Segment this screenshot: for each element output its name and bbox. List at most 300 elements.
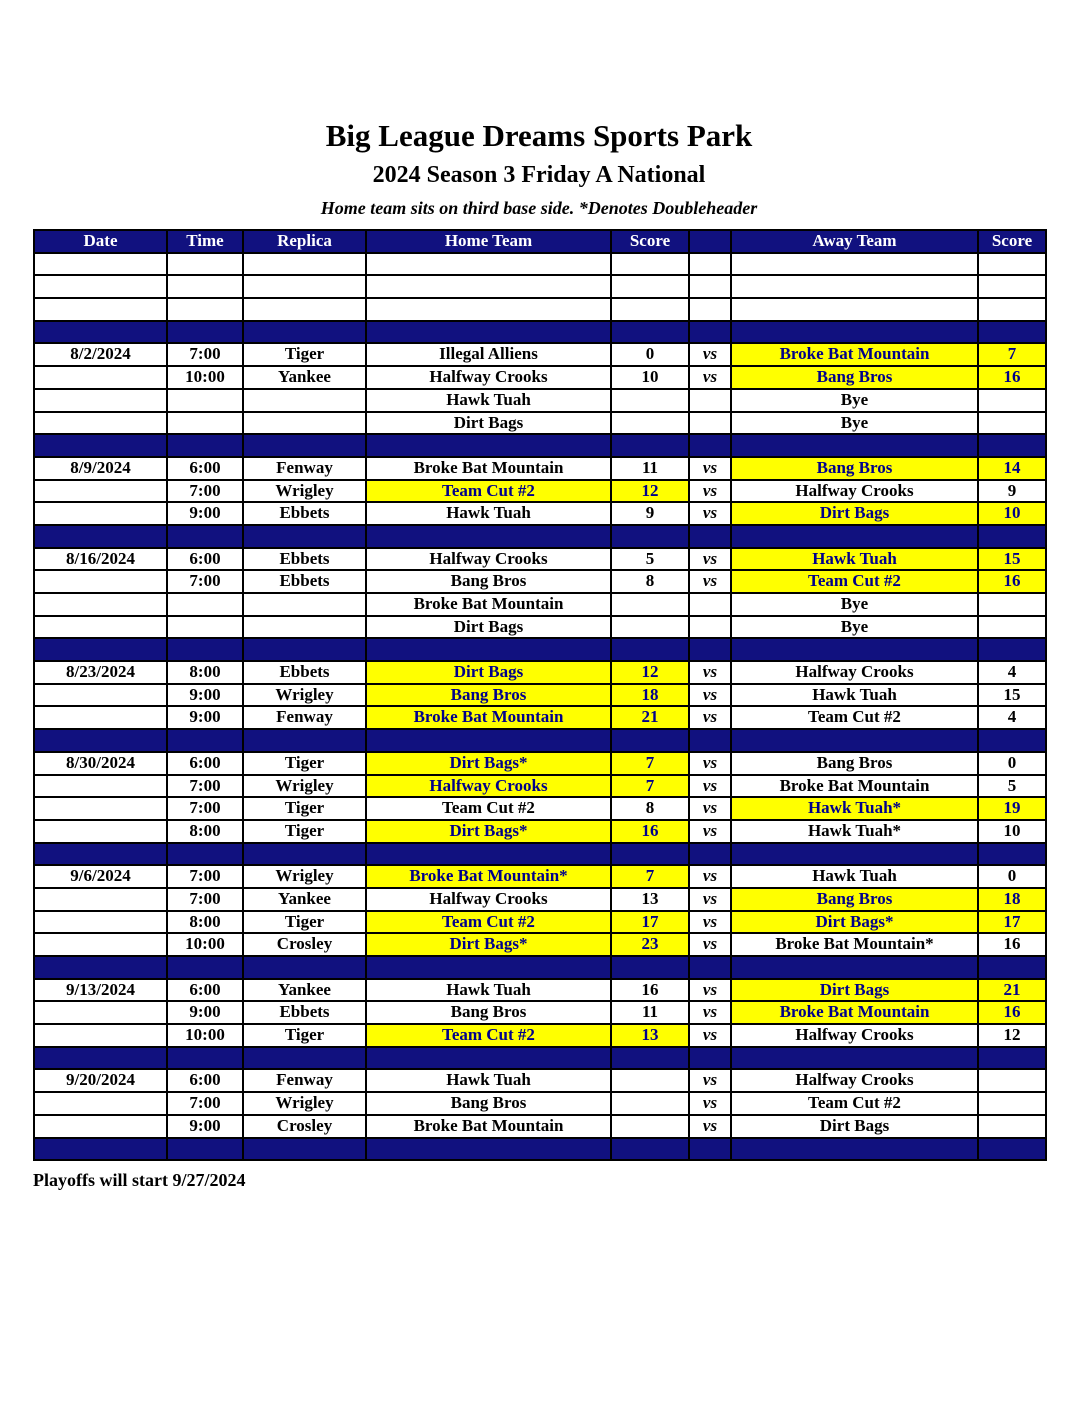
vs-cell [689,253,731,276]
home-team-cell: Team Cut #2 [366,911,611,934]
away-score-cell: 19 [978,797,1046,820]
time-cell: 10:00 [167,933,243,956]
away-score-cell [978,412,1046,435]
home-team-cell: Halfway Crooks [366,548,611,571]
separator-cell [167,843,243,866]
vs-cell: vs [689,979,731,1002]
separator-cell [978,434,1046,457]
separator-cell [731,434,978,457]
vs-cell [689,275,731,298]
separator-cell [167,321,243,344]
replica-cell [243,298,366,321]
column-header-home-score: Score [611,230,689,253]
away-score-cell [978,275,1046,298]
separator-cell [978,321,1046,344]
away-team-cell [731,275,978,298]
away-team-cell: Bye [731,412,978,435]
game-row [34,1115,1046,1138]
date-cell [34,275,167,298]
date-cell: 9/13/2024 [34,979,167,1002]
replica-cell: Ebbets [243,548,366,571]
separator-cell [167,956,243,979]
vs-cell [689,593,731,616]
separator-cell [978,638,1046,661]
home-score-cell: 8 [611,570,689,593]
away-team-cell: Dirt Bags* [731,911,978,934]
empty-row [34,253,1046,276]
separator-cell [366,729,611,752]
away-score-cell: 15 [978,684,1046,707]
separator-cell [978,729,1046,752]
away-team-cell: Dirt Bags [731,979,978,1002]
separator-cell [34,1047,167,1070]
home-score-cell: 16 [611,979,689,1002]
home-team-cell: Broke Bat Mountain* [366,865,611,888]
time-cell: 7:00 [167,480,243,503]
home-score-cell: 18 [611,684,689,707]
vs-cell [689,298,731,321]
game-row [34,457,1046,480]
separator-cell [366,638,611,661]
away-team-cell: Hawk Tuah* [731,797,978,820]
date-cell [34,1001,167,1024]
home-score-cell: 13 [611,1024,689,1047]
away-team-cell: Broke Bat Mountain [731,343,978,366]
away-score-cell: 17 [978,911,1046,934]
separator-cell [731,321,978,344]
replica-cell: Wrigley [243,480,366,503]
home-score-cell [611,1092,689,1115]
away-team-cell: Dirt Bags [731,1115,978,1138]
vs-cell: vs [689,502,731,525]
separator-cell [167,1047,243,1070]
date-cell [34,366,167,389]
away-team-cell: Hawk Tuah* [731,820,978,843]
date-cell [34,593,167,616]
column-header-vs [689,230,731,253]
separator-cell [611,843,689,866]
separator-cell [243,956,366,979]
date-cell [34,1115,167,1138]
home-score-cell: 13 [611,888,689,911]
separator-row [34,956,1046,979]
away-score-cell: 16 [978,366,1046,389]
separator-cell [978,525,1046,548]
separator-cell [243,434,366,457]
date-cell [34,480,167,503]
separator-cell [689,729,731,752]
date-cell [34,797,167,820]
replica-cell: Tiger [243,1024,366,1047]
empty-row [34,298,1046,321]
home-score-cell: 11 [611,1001,689,1024]
time-cell: 9:00 [167,1001,243,1024]
separator-cell [366,434,611,457]
time-cell: 7:00 [167,570,243,593]
date-cell: 8/9/2024 [34,457,167,480]
home-score-cell [611,275,689,298]
away-score-cell [978,298,1046,321]
away-score-cell: 5 [978,775,1046,798]
separator-cell [611,729,689,752]
time-cell: 6:00 [167,548,243,571]
home-team-cell: Illegal Alliens [366,343,611,366]
home-score-cell: 10 [611,366,689,389]
game-row [34,888,1046,911]
home-team-cell: Bang Bros [366,1001,611,1024]
replica-cell [243,253,366,276]
game-row [34,820,1046,843]
separator-cell [167,1138,243,1161]
home-score-cell [611,412,689,435]
home-score-cell [611,1115,689,1138]
separator-row [34,1047,1046,1070]
away-score-cell [978,616,1046,639]
away-score-cell: 16 [978,933,1046,956]
vs-cell: vs [689,888,731,911]
home-team-cell: Bang Bros [366,570,611,593]
away-score-cell: 0 [978,752,1046,775]
page-title: Big League Dreams Sports Park [325,118,753,153]
separator-cell [167,638,243,661]
date-cell: 8/2/2024 [34,343,167,366]
home-team-cell: Team Cut #2 [366,797,611,820]
away-team-cell: Halfway Crooks [731,1024,978,1047]
vs-cell: vs [689,706,731,729]
separator-cell [34,956,167,979]
home-team-cell: Hawk Tuah [366,389,611,412]
vs-cell: vs [689,752,731,775]
date-cell [34,911,167,934]
replica-cell: Fenway [243,706,366,729]
separator-cell [611,1047,689,1070]
away-team-cell: Bye [731,593,978,616]
away-team-cell: Bang Bros [731,457,978,480]
separator-cell [611,525,689,548]
separator-cell [611,321,689,344]
separator-cell [978,1047,1046,1070]
date-cell [34,888,167,911]
vs-cell: vs [689,661,731,684]
time-cell: 7:00 [167,797,243,820]
home-score-cell: 11 [611,457,689,480]
away-score-cell: 14 [978,457,1046,480]
schedule-body [34,253,1046,1161]
away-score-cell: 16 [978,1001,1046,1024]
time-cell: 9:00 [167,502,243,525]
vs-cell: vs [689,1024,731,1047]
column-header-time: Time [167,230,243,253]
home-team-cell: Team Cut #2 [366,480,611,503]
time-cell: 8:00 [167,911,243,934]
home-score-cell [611,616,689,639]
away-team-cell: Hawk Tuah [731,865,978,888]
time-cell: 9:00 [167,1115,243,1138]
away-team-cell: Bye [731,389,978,412]
date-cell [34,616,167,639]
away-score-cell: 15 [978,548,1046,571]
away-team-cell: Team Cut #2 [731,570,978,593]
away-team-cell: Halfway Crooks [731,661,978,684]
separator-cell [689,525,731,548]
replica-cell: Tiger [243,911,366,934]
date-cell [34,412,167,435]
date-cell: 9/20/2024 [34,1069,167,1092]
column-header-replica: Replica [243,230,366,253]
away-team-cell: Bang Bros [731,366,978,389]
separator-cell [731,1138,978,1161]
home-score-cell: 0 [611,343,689,366]
vs-cell: vs [689,820,731,843]
away-team-cell: Dirt Bags [731,502,978,525]
time-cell: 8:00 [167,661,243,684]
time-cell: 10:00 [167,366,243,389]
home-team-cell: Dirt Bags [366,616,611,639]
away-score-cell [978,389,1046,412]
home-score-cell [611,593,689,616]
time-cell [167,412,243,435]
replica-cell: Wrigley [243,1092,366,1115]
replica-cell: Ebbets [243,570,366,593]
date-cell [34,706,167,729]
home-score-cell: 7 [611,752,689,775]
separator-cell [34,525,167,548]
replica-cell: Tiger [243,820,366,843]
header-row [34,230,1046,253]
replica-cell: Yankee [243,366,366,389]
away-team-cell: Bang Bros [731,888,978,911]
vs-cell: vs [689,684,731,707]
vs-cell: vs [689,457,731,480]
replica-cell [243,593,366,616]
time-cell [167,593,243,616]
separator-cell [34,729,167,752]
separator-cell [366,1047,611,1070]
date-cell [34,820,167,843]
separator-cell [731,525,978,548]
replica-cell: Crosley [243,933,366,956]
date-cell [34,1024,167,1047]
vs-cell: vs [689,933,731,956]
vs-cell: vs [689,1115,731,1138]
separator-row [34,843,1046,866]
time-cell [167,298,243,321]
game-row [34,593,1046,616]
game-row [34,389,1046,412]
replica-cell: Yankee [243,888,366,911]
separator-cell [611,434,689,457]
time-cell [167,616,243,639]
away-team-cell: Broke Bat Mountain [731,1001,978,1024]
home-team-cell: Dirt Bags* [366,820,611,843]
home-score-cell: 9 [611,502,689,525]
title-block [33,118,1045,219]
home-team-cell: Dirt Bags* [366,933,611,956]
home-score-cell: 12 [611,661,689,684]
home-score-cell [611,298,689,321]
separator-cell [366,321,611,344]
time-cell: 8:00 [167,820,243,843]
separator-cell [366,843,611,866]
separator-cell [689,321,731,344]
game-row [34,1001,1046,1024]
time-cell: 6:00 [167,752,243,775]
separator-row [34,1138,1046,1161]
separator-cell [243,525,366,548]
replica-cell: Wrigley [243,865,366,888]
date-cell [34,570,167,593]
date-cell [34,933,167,956]
away-team-cell: Team Cut #2 [731,1092,978,1115]
vs-cell: vs [689,911,731,934]
time-cell: 6:00 [167,979,243,1002]
date-cell: 9/6/2024 [34,865,167,888]
vs-cell: vs [689,1001,731,1024]
away-team-cell [731,298,978,321]
replica-cell: Fenway [243,1069,366,1092]
away-score-cell: 16 [978,570,1046,593]
home-score-cell: 12 [611,480,689,503]
date-cell [34,1092,167,1115]
home-score-cell: 17 [611,911,689,934]
separator-cell [366,1138,611,1161]
separator-cell [167,729,243,752]
separator-cell [978,1138,1046,1161]
away-score-cell: 4 [978,706,1046,729]
separator-cell [689,843,731,866]
replica-cell: Tiger [243,752,366,775]
game-row [34,548,1046,571]
home-team-cell [366,275,611,298]
vs-cell: vs [689,1092,731,1115]
replica-cell: Fenway [243,457,366,480]
home-team-cell [366,253,611,276]
separator-cell [243,638,366,661]
away-score-cell: 21 [978,979,1046,1002]
separator-cell [243,321,366,344]
separator-cell [689,638,731,661]
time-cell: 9:00 [167,706,243,729]
separator-cell [611,638,689,661]
game-row [34,706,1046,729]
date-cell: 8/30/2024 [34,752,167,775]
date-cell [34,502,167,525]
game-row [34,1024,1046,1047]
away-score-cell: 10 [978,820,1046,843]
schedule-table [33,229,1047,1161]
separator-row [34,525,1046,548]
away-team-cell [731,253,978,276]
separator-cell [243,1138,366,1161]
vs-cell [689,389,731,412]
home-score-cell: 7 [611,865,689,888]
separator-cell [689,1138,731,1161]
separator-cell [366,525,611,548]
season-subtitle: 2024 Season 3 Friday A National [372,162,706,188]
separator-cell [34,843,167,866]
separator-cell [731,729,978,752]
separator-cell [731,956,978,979]
away-team-cell: Bye [731,616,978,639]
home-team-cell: Dirt Bags* [366,752,611,775]
away-team-cell: Halfway Crooks [731,480,978,503]
column-header-date: Date [34,230,167,253]
replica-cell: Wrigley [243,684,366,707]
game-row [34,1069,1046,1092]
replica-cell: Ebbets [243,502,366,525]
home-team-cell: Hawk Tuah [366,502,611,525]
away-team-cell: Broke Bat Mountain* [731,933,978,956]
home-team-cell: Hawk Tuah [366,979,611,1002]
separator-cell [611,1138,689,1161]
separator-cell [978,956,1046,979]
separator-row [34,638,1046,661]
date-cell: 8/16/2024 [34,548,167,571]
replica-cell: Ebbets [243,1001,366,1024]
time-cell: 6:00 [167,457,243,480]
game-row [34,366,1046,389]
empty-row [34,275,1046,298]
away-team-cell: Bang Bros [731,752,978,775]
time-cell: 10:00 [167,1024,243,1047]
vs-cell: vs [689,775,731,798]
away-score-cell: 10 [978,502,1046,525]
away-score-cell: 4 [978,661,1046,684]
away-score-cell: 9 [978,480,1046,503]
game-row [34,911,1046,934]
home-score-cell: 7 [611,775,689,798]
replica-cell: Tiger [243,343,366,366]
game-row [34,979,1046,1002]
away-team-cell: Hawk Tuah [731,684,978,707]
home-score-cell [611,389,689,412]
home-team-cell: Broke Bat Mountain [366,593,611,616]
away-team-cell: Hawk Tuah [731,548,978,571]
time-cell: 9:00 [167,684,243,707]
home-team-cell: Broke Bat Mountain [366,706,611,729]
game-row [34,661,1046,684]
away-score-cell: 18 [978,888,1046,911]
home-team-note: Home team sits on third base side. *Denotes Doubleheader [320,198,758,218]
time-cell: 6:00 [167,1069,243,1092]
date-cell [34,298,167,321]
time-cell: 7:00 [167,865,243,888]
date-cell [34,684,167,707]
home-team-cell: Broke Bat Mountain [366,1115,611,1138]
separator-cell [243,729,366,752]
replica-cell: Tiger [243,797,366,820]
separator-cell [243,843,366,866]
away-score-cell [978,1069,1046,1092]
home-team-cell: Halfway Crooks [366,775,611,798]
replica-cell [243,389,366,412]
separator-cell [34,321,167,344]
home-score-cell: 23 [611,933,689,956]
home-team-cell: Bang Bros [366,1092,611,1115]
away-team-cell: Broke Bat Mountain [731,775,978,798]
column-header-home-team: Home Team [366,230,611,253]
replica-cell: Crosley [243,1115,366,1138]
time-cell [167,253,243,276]
separator-cell [978,843,1046,866]
vs-cell [689,616,731,639]
date-cell [34,389,167,412]
vs-cell: vs [689,548,731,571]
home-team-cell: Hawk Tuah [366,1069,611,1092]
vs-cell [689,412,731,435]
date-cell [34,253,167,276]
away-score-cell: 12 [978,1024,1046,1047]
